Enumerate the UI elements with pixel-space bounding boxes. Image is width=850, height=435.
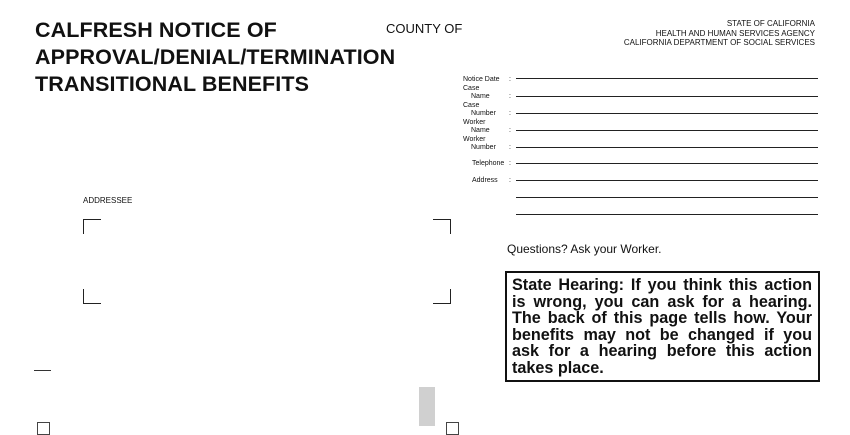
checkbox-right[interactable] [446,422,459,435]
agency-line-1: STATE OF CALIFORNIA [726,19,815,28]
field-label-address: Address [472,177,498,184]
field-label-line: Name [471,127,490,134]
address-window-corner-top-left [83,219,101,234]
notice-date-input[interactable] [516,78,818,79]
case-number-input[interactable] [516,113,818,114]
agency-line-2: HEALTH AND HUMAN SERVICES AGENCY [655,28,815,38]
field-label-case-number [463,102,496,118]
agency-line-3: CALIFORNIA DEPARTMENT OF SOCIAL SERVICES [623,38,815,47]
field-label-line: Worker [463,136,486,143]
gray-bar [419,387,435,426]
field-label-line: Case [463,102,480,109]
field-colon: : [509,110,511,117]
field-label-line: Name [471,93,490,100]
county-label: COUNTY OF [386,21,463,36]
worker-name-input[interactable] [516,130,818,131]
title-line-3: TRANSITIONAL BENEFITS [35,72,310,96]
title-line-2: APPROVAL/DENIAL/TERMINATION [35,45,396,69]
notice-title [35,17,395,98]
field-label-line: Number [471,144,496,151]
field-label-line: Number [471,110,496,117]
checkbox-left[interactable] [37,422,50,435]
field-colon: : [509,93,511,100]
address-window-corner-bottom-right [433,289,451,304]
field-label-case-name [463,85,490,101]
field-colon: : [509,127,511,134]
field-label-worker-number [463,136,496,152]
telephone-input[interactable] [516,163,818,164]
address-input-line-2[interactable] [516,197,818,198]
field-colon: : [509,160,511,167]
field-colon: : [509,144,511,151]
address-input-line-1[interactable] [516,180,818,181]
field-label-telephone: Telephone [472,160,505,167]
address-window-corner-bottom-left [83,289,101,304]
title-line-1: CALFRESH NOTICE OF [35,18,277,42]
state-hearing-notice: State Hearing: If you think this action is wrong, you can ask for a hearing. The back of this page tells how. Your benefits may not be changed if you ask for a hearing before this action takes place. [505,271,820,382]
worker-number-input[interactable] [516,147,818,148]
field-label-line: Case [463,85,480,92]
field-label-worker-name [463,119,490,135]
field-label-line: Worker [463,119,486,126]
field-colon: : [509,76,511,83]
agency-block [624,19,815,48]
address-window-corner-top-right [433,219,451,234]
addressee-label: ADDRESSEE [83,196,133,205]
case-name-input[interactable] [516,96,818,97]
fold-mark [34,370,51,371]
questions-text: Questions? Ask your Worker. [507,242,662,256]
address-input-line-3[interactable] [516,214,818,215]
field-label-notice-date: Notice Date [463,76,500,83]
field-colon: : [509,177,511,184]
